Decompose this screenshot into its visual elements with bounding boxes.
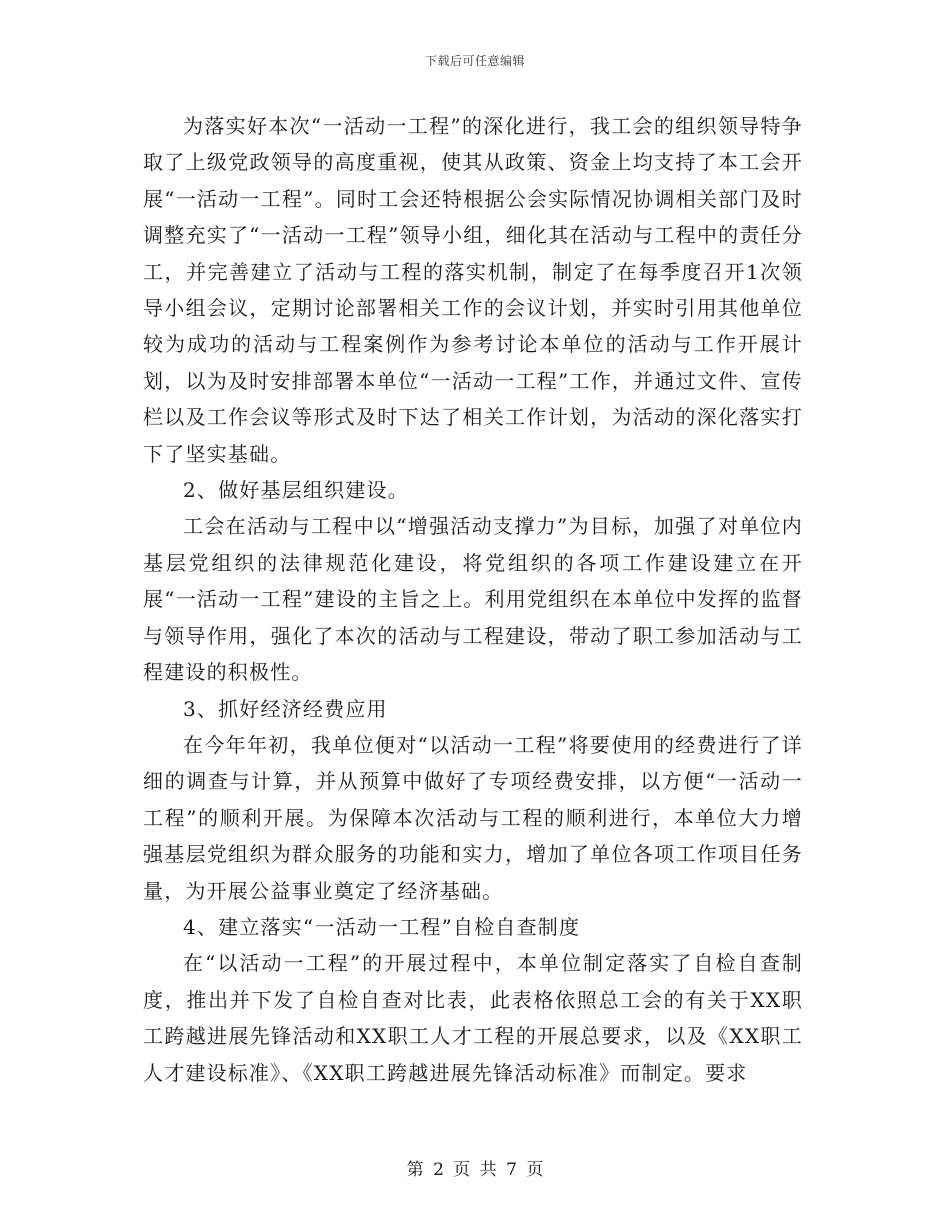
paragraph-section-4: 在“以活动一工程”的开展过程中，本单位制定落实了自检自查制度，推出并下发了自检自查对比表，此表格依照总工会的有关于XX职工跨越进展先锋活动和XX职工人才工程的开展总要求，以及《XX职工人才建设标准》、《XX职工跨越进展先锋活动标准》而制定。要求 xyxy=(143,951,803,1085)
section-heading-3: 3、抓好经济经费应用 xyxy=(183,696,388,721)
paragraph-section-2: 工会在活动与工程中以“增强活动支撑力”为目标，加强了对单位内基层党组织的法律规范化建设，将党组织的各项工作建设建立在开展“一活动一工程”建设的主旨之上。利用党组织在本单位中发挥的监督与领导作用，强化了本次的活动与工程建设，带动了职工参加活动与工程建设的积极性。 xyxy=(143,514,803,685)
paragraph-intro: 为落实好本次“一活动一工程”的深化进行，我工会的组织领导特争取了上级党政领导的高度重视，使其从政策、资金上均支持了本工会开展“一活动一工程”。同时工会还特根据公会实际情况协调相关部门及时调整充实了“一活动一工程”领导小组，细化其在活动与工程中的责任分工，并完善建立了活动与工程的落实机制，制定了在每季度召开1次领导小组会议，定期讨论部署相关工作的会议计划，并实时引用其他单位较为成功的活动与工程案例作为参考讨论本单位的活动与工作开展计划，以为及时安排部署本单位“一活动一工程”工作，并通过文件、宣传栏以及工作会议等形式及时下达了相关工作计划，为活动的深化落实打下了坚实基础。 xyxy=(143,114,803,466)
paragraph-section-3: 在今年年初，我单位便对“以活动一工程”将要使用的经费进行了详细的调查与计算，并从预算中做好了专项经费安排，以方便“一活动一工程”的顺利开展。为保障本次活动与工程的顺利进行，本单位大力增强基层党组织为群众服务的功能和实力，增加了单位各项工作项目任务量，为开展公益事业奠定了经济基础。 xyxy=(143,732,803,903)
page-number-footer: 第 2 页 共 7 页 xyxy=(406,1160,544,1180)
section-heading-2: 2、做好基层组织建设。 xyxy=(183,478,409,503)
document-body xyxy=(143,108,803,1091)
header-note: 下载后可任意编辑 xyxy=(424,54,525,68)
section-heading-4: 4、建立落实“一活动一工程”自检自查制度 xyxy=(183,914,581,939)
